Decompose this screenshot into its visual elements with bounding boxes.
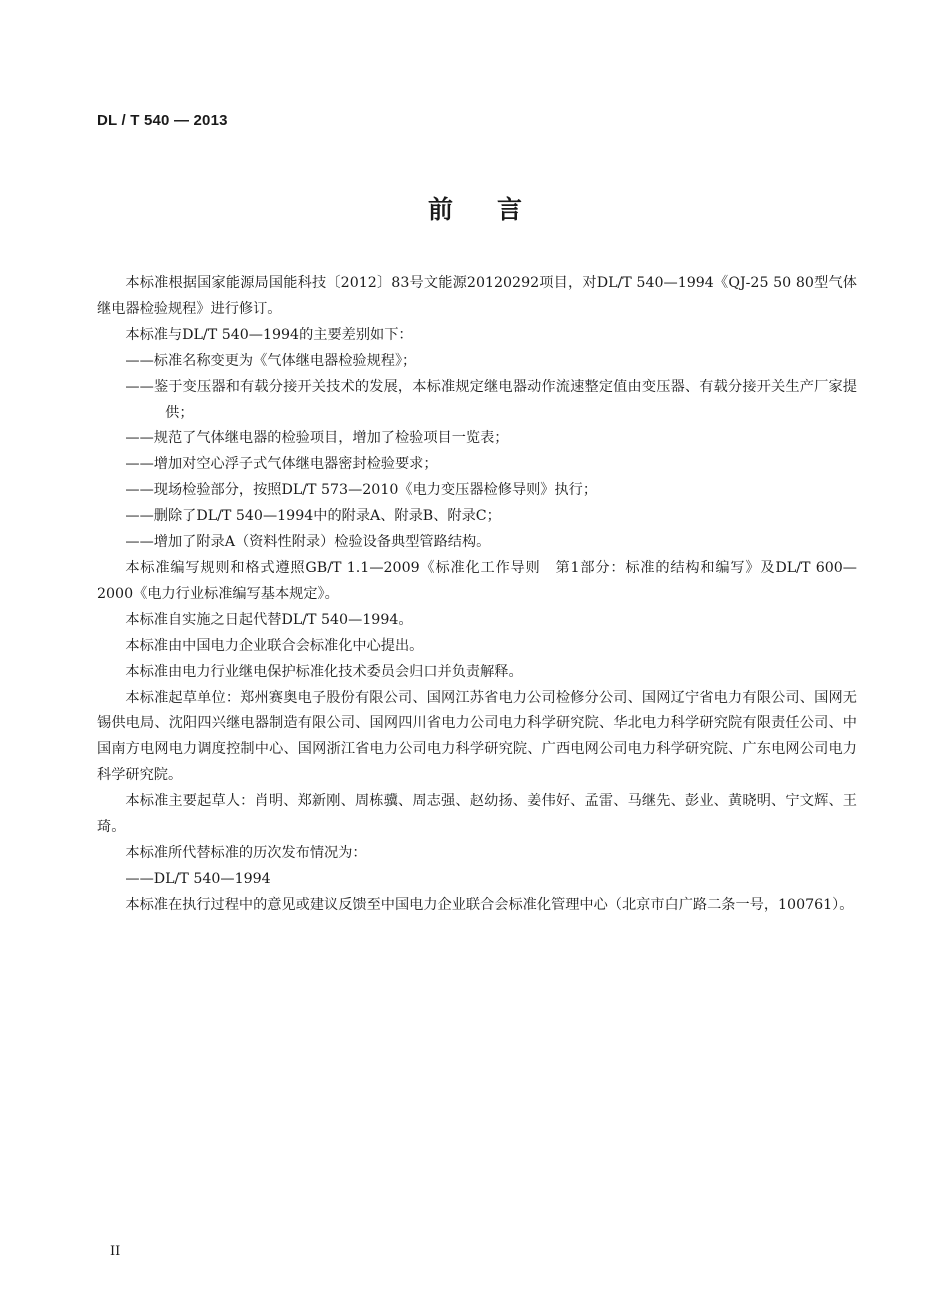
page-title: 前言 xyxy=(427,195,566,224)
paragraph-replacement: 本标准自实施之日起代替DL/T 540—1994。 xyxy=(125,611,413,628)
paragraph-drafting-units: 本标准起草单位：郑州赛奥电子股份有限公司、国网江苏省电力公司检修分公司、国网辽宁省电力有限公司、国网无锡供电局、沈阳四兴继电器制造有限公司、国网四川省电力公司电力科学研究院、华北电力科学研究院有限责任公司、中国南方电网电力调度控制中心、国网浙江省电力公司电力科学研究院、广西电网公司电力科学研究院、广东电网公司电力科学研究院。 xyxy=(97,689,857,784)
list-item-history: ——DL/T 540—1994 xyxy=(125,870,271,887)
page-number: II xyxy=(110,1244,121,1259)
paragraph-proposed-by: 本标准由中国电力企业联合会标准化中心提出。 xyxy=(125,637,424,654)
paragraph-revision-basis: 本标准根据国家能源局国能科技〔2012〕83号文能源20120292项目，对DL/T 540—1994《QJ-25 50 80型气体继电器检验规程》进行修订。 xyxy=(97,275,857,317)
document-code: DL / T 540 — 2013 xyxy=(97,112,228,129)
list-item-seal-requirement: ——增加对空心浮子式气体继电器密封检验要求； xyxy=(125,456,438,473)
list-item-removed-appendices: ——删除了DL/T 540—1994中的附录A、附录B、附录C； xyxy=(125,508,501,525)
list-item-added-appendix: ——增加了附录A（资料性附录）检验设备典型管路结构。 xyxy=(125,534,491,551)
paragraph-history-intro: 本标准所代替标准的历次发布情况为： xyxy=(125,844,367,861)
paragraph-drafters: 本标准主要起草人：肖明、郑新刚、周栋骥、周志强、赵幼扬、姜伟好、孟雷、马继先、彭业、黄晓明、宁文辉、王琦。 xyxy=(97,793,857,836)
paragraph-drafting-rules: 本标准编写规则和格式遵照GB/T 1.1—2009《标准化工作导则 第1部分：标准的结构和编写》及DL/T 600—2000《电力行业标准编写基本规定》。 xyxy=(97,559,857,602)
paragraph-differences-intro: 本标准与DL/T 540—1994的主要差别如下： xyxy=(125,326,413,343)
list-item-inspection-items: ——规范了气体继电器的检验项目，增加了检验项目一览表； xyxy=(125,430,509,447)
paragraph-feedback: 本标准在执行过程中的意见或建议反馈至中国电力企业联合会标准化管理中心（北京市白广路二条一号，100761）。 xyxy=(125,896,854,913)
list-item-name-change: ——标准名称变更为《气体继电器检验规程》； xyxy=(125,352,417,369)
foreword-body xyxy=(97,271,857,919)
paragraph-interpretation: 本标准由电力行业继电保护标准化技术委员会归口并负责解释。 xyxy=(125,663,523,680)
list-item-field-inspection: ——现场检验部分，按照DL/T 573—2010《电力变压器检修导则》执行； xyxy=(125,482,598,499)
list-item-flow-setting: ——鉴于变压器和有载分接开关技术的发展，本标准规定继电器动作流速整定值由变压器、有载分接开关生产厂家提供； xyxy=(125,378,857,421)
